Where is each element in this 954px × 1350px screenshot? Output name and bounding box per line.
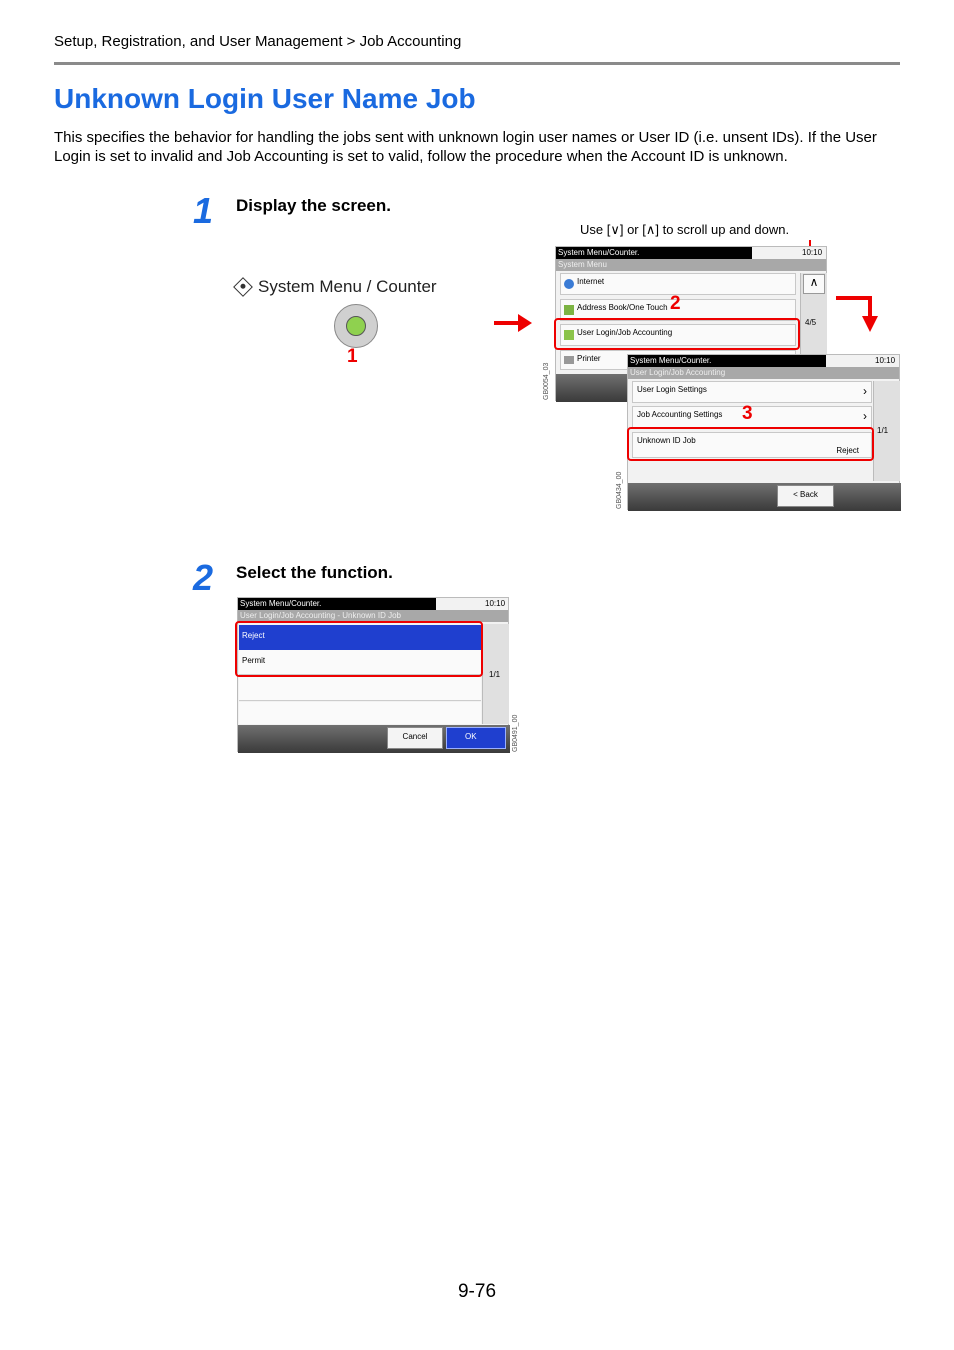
- screen-c-code: GB0491_00: [512, 714, 519, 752]
- arrow-down-icon: [836, 296, 882, 334]
- screen-b-footer: [628, 483, 901, 511]
- globe-icon: [564, 279, 574, 289]
- screen-c-footer: [238, 725, 510, 753]
- page-number: 9-76: [457, 1281, 497, 1302]
- screen-a-code: GB0054_03: [543, 362, 550, 400]
- menu-item-label: Job Accounting Settings: [637, 410, 723, 419]
- printer-icon: [564, 356, 574, 364]
- scroll-up-icon[interactable]: ∧: [803, 274, 825, 294]
- menu-item-label: User Login Settings: [637, 385, 707, 394]
- system-menu-icon: [233, 277, 253, 297]
- breadcrumb: Setup, Registration, and User Management > Job Accounting: [54, 33, 462, 50]
- marker-2: 2: [670, 293, 681, 314]
- screen-a-header: System Menu/Counter.: [556, 247, 752, 259]
- cancel-button[interactable]: Cancel: [387, 727, 443, 749]
- intro-paragraph: This specifies the behavior for handling the jobs sent with unknown login user names or User ID (i.e. unsent IDs). If the User Login is set to invalid and Job Accounting is set to valid, follow the procedure when the Account ID is unknown.: [54, 129, 877, 165]
- menu-item-internet[interactable]: [560, 273, 796, 295]
- page-title: Unknown Login User Name Job: [54, 83, 476, 114]
- step-1-title: Display the screen.: [236, 196, 391, 215]
- highlight-unknown-id-job: [627, 427, 874, 461]
- menu-item-label: Internet: [577, 277, 605, 286]
- option-permit[interactable]: Permit: [239, 650, 481, 675]
- back-button[interactable]: < Back: [777, 485, 834, 507]
- screen-c-scroll: [482, 624, 509, 724]
- arrow-right-icon: [494, 314, 534, 332]
- screen-b-page: 1/1: [877, 426, 889, 435]
- screen-b-code: GB0434_00: [616, 471, 623, 509]
- step-1-number: 1: [193, 190, 214, 231]
- screen-c-subheader: User Login/Job Accounting - Unknown ID Job: [238, 610, 508, 622]
- step-2-number: 2: [193, 557, 214, 598]
- screen-c-header: System Menu/Counter.: [238, 598, 436, 610]
- screen-a-page: 4/5: [805, 318, 817, 327]
- menu-item-label: Printer: [577, 354, 601, 363]
- marker-3: 3: [742, 403, 753, 424]
- screen-c-page: 1/1: [489, 670, 501, 679]
- address-book-icon: [564, 305, 574, 315]
- screen-b-scroll: [873, 381, 900, 481]
- screen-a-subheader: System Menu: [556, 259, 826, 271]
- chevron-right-icon: ›: [863, 409, 867, 423]
- screen-a-time: 10:10: [802, 248, 823, 257]
- option-empty-row: [239, 676, 481, 701]
- unknown-id-job-value: Reject: [836, 446, 859, 455]
- header-divider: [54, 62, 900, 65]
- menu-item-label: Unknown ID Job: [637, 436, 696, 445]
- highlight-options: [235, 621, 483, 677]
- ok-button[interactable]: OK: [446, 727, 506, 749]
- screen-b-time: 10:10: [875, 356, 896, 365]
- system-menu-key-led: [346, 316, 366, 336]
- scroll-note: Use [∨] or [∧] to scroll up and down.: [580, 222, 790, 237]
- screen-b-header: System Menu/Counter.: [628, 355, 826, 367]
- menu-item-user-login-settings[interactable]: [632, 381, 872, 403]
- menu-item-label: User Login/Job Accounting: [577, 328, 673, 337]
- option-empty-row: [239, 702, 481, 724]
- menu-item-label: Address Book/One Touch: [577, 303, 668, 312]
- screen-b-subheader: User Login/Job Accounting: [628, 367, 899, 379]
- chevron-right-icon: ›: [863, 384, 867, 398]
- step-2-title: Select the function.: [236, 563, 393, 582]
- system-menu-key-text: System Menu / Counter: [258, 277, 437, 296]
- highlight-user-login: [554, 318, 800, 350]
- screen-c-time: 10:10: [485, 599, 506, 608]
- marker-1: 1: [347, 346, 358, 367]
- system-menu-key-label: [236, 277, 437, 297]
- option-reject[interactable]: Reject: [239, 625, 481, 650]
